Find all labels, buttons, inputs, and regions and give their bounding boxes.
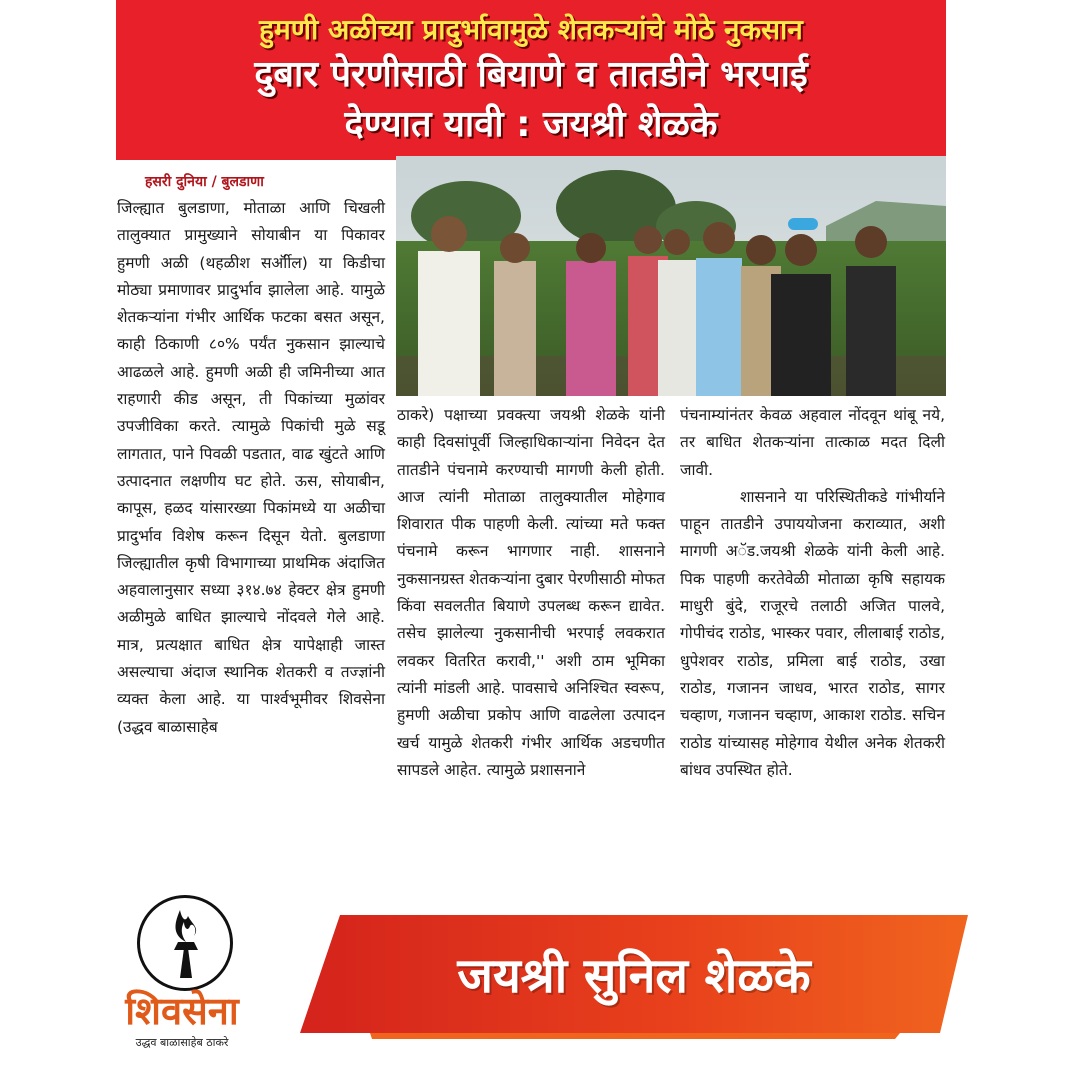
headline-line-3: देण्यात यावी : जयश्री शेळके (344, 104, 718, 145)
article-column-2 (397, 402, 665, 784)
logo-subtitle: उद्धव बाळासाहेब ठाकरे (135, 1036, 229, 1049)
dateline: हसरी दुनिया / बुलडाणा (145, 174, 264, 190)
torch-icon (140, 898, 230, 988)
article-col3-paragraph-2: शासनाने या परिस्थितीकडे गांभीर्याने पाहून तातडीने उपाययोजना कराव्यात, अशी मागणी अॅड.जयश्री शेळके यांनी केली आहे. पिक पाहणी करतेवेळी मोताळा कृषि सहायक माधुरी बुंदे, राजूरचे तलाठी अजित पालवे, गोपीचंद राठोड, भास्कर पवार, लीलाबाई राठोड, धुपेशवर राठोड, प्रमिला बाई राठोड, उखा राठोड, गजानन जाधव, भारत राठोड, सागर चव्हाण, गजानन चव्हाण, आकाश राठोड. सचिन राठोड यांच्यासह मोहेगाव येथील अनेक शेतकरी बांधव उपस्थित होते. (680, 487, 945, 779)
headline-line-2: दुबार पेरणीसाठी बियाणे व तातडीने भरपाई (254, 54, 808, 95)
field-photo (396, 156, 946, 396)
logo-name: शिवसेना (125, 989, 239, 1033)
logo-circle (137, 895, 233, 991)
field-photo-illustration (396, 156, 946, 396)
article-col3-paragraph-1: पंचनाम्यांनंतर केवळ अहवाल नोंदवून थांबू नये, तर बाधित शेतकऱ्यांना तात्काळ मदत दिली जावी. (680, 406, 945, 479)
article-col1-text: जिल्ह्यात बुलडाणा, मोताळा आणि चिखली तालुक्यात प्रामुख्याने सोयाबीन या पिकावर हुमणी अळी (थहळीश सर्ऑील) या किडीचा मोठ्या प्रमाणावर प्रादुर्भाव झालेला आहे. यामुळे शेतकऱ्यांना गंभीर आर्थिक फटका बसत असून, काही ठिकाणी ८०% पर्यंत नुकसान झाल्याचे आढळले आहे. हुमणी अळी ही जमिनीच्या आत राहणारी कीड असून, ती पिकांच्या मुळांवर उपजीविका करते. त्यामुळे पिकांची मुळे सडू लागतात, पाने पिवळी पडतात, वाढ खुंटते आणि उत्पादनात लक्षणीय घट होते. ऊस, सोयाबीन, कापूस, हळद यांसारख्या पिकांमध्ये या अळीचा प्रादुर्भाव विशेष करून दिसून येतो. बुलडाणा जिल्ह्यातील कृषी विभागाच्या प्राथमिक अंदाजित अहवालानुसार सध्या ३१४.७४ हेक्टर क्षेत्र हुमणी अळीमुळे बाधित झाल्याचे नोंदवले गेले आहे. मात्र, प्रत्यक्षात बाधित क्षेत्र यापेक्षाही जास्त असल्याचा अंदाज स्थानिक शेतकरी व तज्ज्ञांनी व्यक्त केला आहे. या पार्श्वभूमीवर शिवसेना (उद्धव बाळासाहेब (117, 199, 385, 736)
headline-line-1: हुमणी अळीच्या प्रादुर्भावामुळे शेतकऱ्यांचे मोठे नुकसान (259, 13, 803, 46)
banner-name: जयश्री सुनिल शेळके (457, 947, 811, 1004)
article-column-3 (680, 402, 945, 784)
headline-box (116, 0, 946, 160)
article-col2-text: ठाकरे) पक्षाच्या प्रवक्त्या जयश्री शेळके यांनी काही दिवसांपूर्वी जिल्हाधिकाऱ्यांना निवेदन देत तातडीने पंचनामे करण्याची मागणी केली होती. आज त्यांनी मोताळा तालुक्यातील मोहेगाव शिवारात पीक पाहणी केली. त्यांच्या मते फक्त पंचनामे करून भागणार नाही. शासनाने नुकसानग्रस्त शेतकऱ्यांना दुबार पेरणीसाठी मोफत किंवा सवलतीत बियाणे उपलब्ध करून द्यावेत. तसेच झालेल्या नुकसानीची भरपाई लवकरात लवकर वितरित करावी,'' अशी ठाम भूमिका त्यांनी मांडली आहे. पावसाचे अनिश्चित स्वरूप, हुमणी अळीचा प्रकोप आणि वाढलेला उत्पादन खर्च यामुळे शेतकरी गंभीर आर्थिक अडचणीत सापडले आहेत. त्यामुळे प्रशासनाने (397, 406, 665, 779)
article-column-1 (117, 195, 385, 741)
shivsena-logo (112, 895, 252, 1055)
